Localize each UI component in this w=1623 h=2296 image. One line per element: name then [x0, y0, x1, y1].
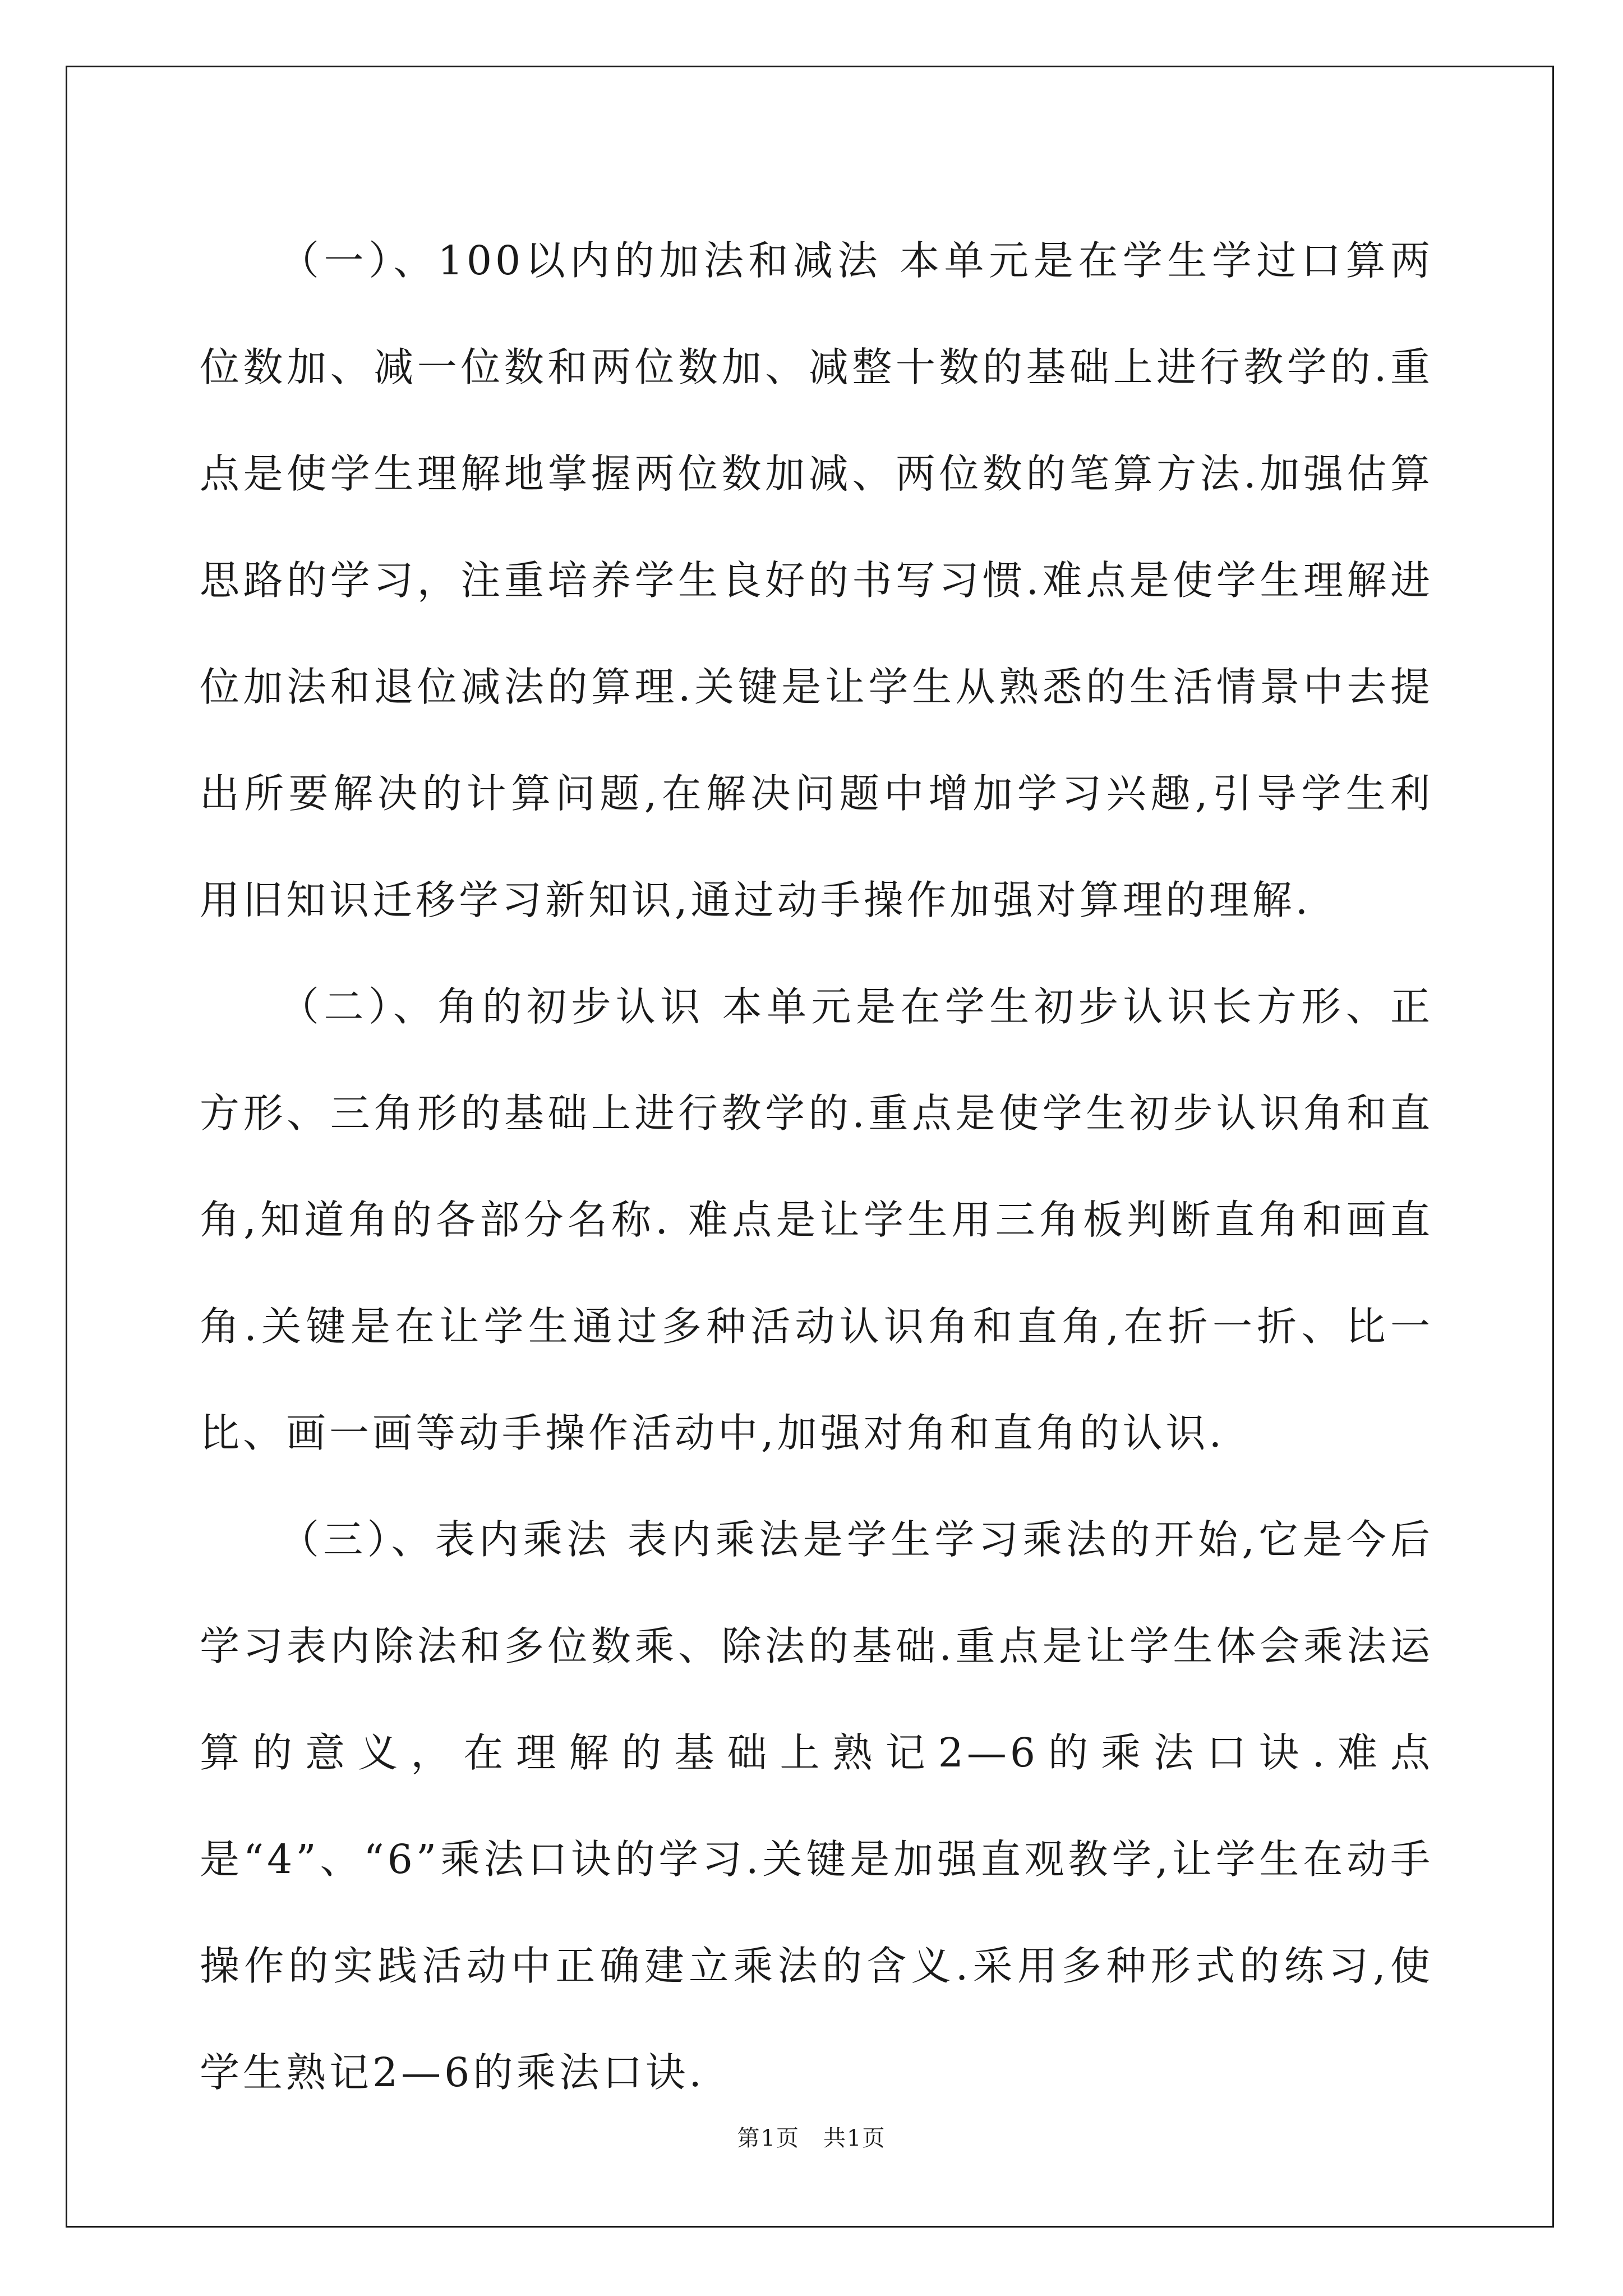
paragraph-angles: （二）、角的初步认识 本单元是在学生初步认识长方形、正方形、三角形的基础上进行教学的.重点是使学生初步认识角和直角,知道角的各部分名称. 难点是让学生用三角板判断直角和画直角.关键是在让学生通过多种活动认识角和直角,在折一折、比一比、画一画等动手操作活动中,加强对角和直角的认识.	[200, 983, 1433, 1456]
paragraph-multiplication: （三）、表内乘法 表内乘法是学生学习乘法的开始,它是今后学习表内除法和多位数乘、除法的基础.重点是让学生体会乘法运算的意义，在理解的基础上熟记2—6的乘法口诀.难点是“4”、“6”乘法口诀的学习.关键是加强直观教学,让学生在动手操作的实践活动中正确建立乘法的含义.采用多种形式的练习,使学生熟记2—6的乘法口诀.	[200, 1516, 1433, 2096]
page-number-footer: 第1页 共1页	[737, 2125, 886, 2151]
document-body	[200, 208, 1433, 2126]
paragraph-addition-subtraction: （一）、100以内的加法和减法 本单元是在学生学过口算两位数加、减一位数和两位数加、减整十数的基础上进行教学的.重点是使学生理解地掌握两位数加减、两位数的笔算方法.加强估算思路的学习，注重培养学生良好的书写习惯.难点是使学生理解进位加法和退位减法的算理.关键是让学生从熟悉的生活情景中去提出所要解决的计算问题,在解决问题中增加学习兴趣,引导学生利用旧知识迁移学习新知识,通过动手操作加强对算理的理解.	[200, 237, 1433, 923]
